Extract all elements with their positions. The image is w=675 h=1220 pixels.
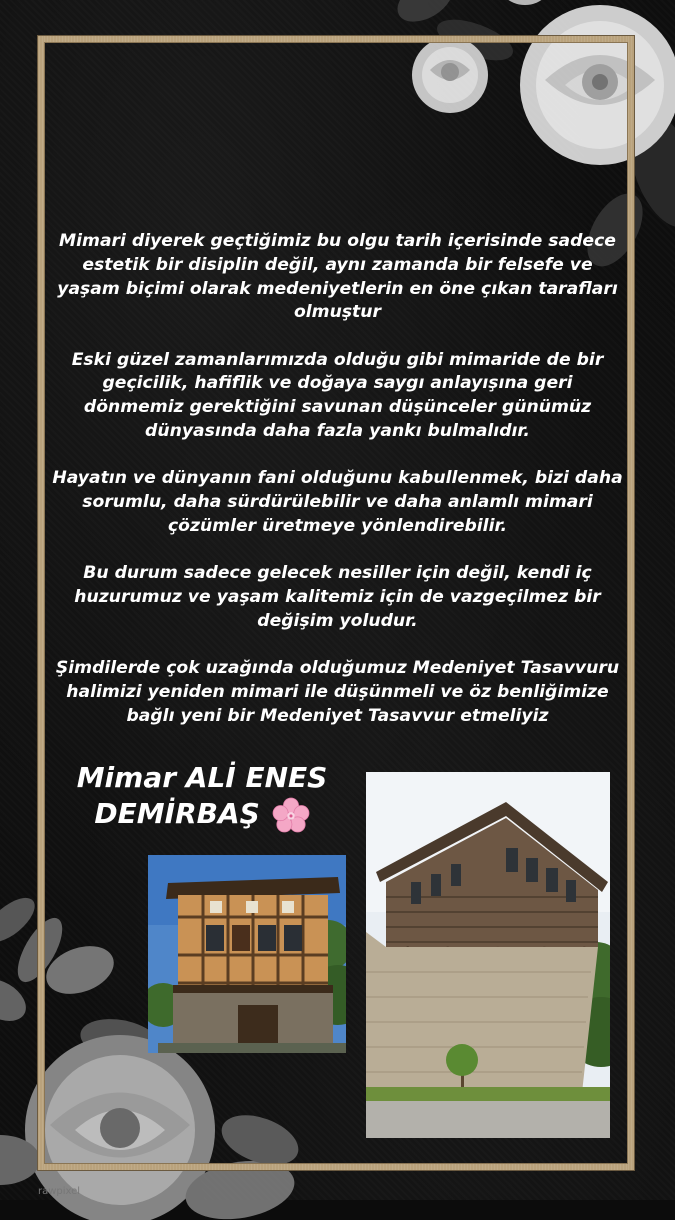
house-photo-ottoman — [366, 772, 610, 1138]
watermark: rawpixel — [38, 1186, 81, 1197]
cherry-blossom-icon — [272, 797, 310, 833]
paragraph-2: Eski güzel zamanlarımızda olduğu gibi mimaride de bir geçicilik, hafiflik ve doğaya saygı anlayışına geri dönmemiz gerektiğini savunan düşünceler günümüz dünyasında daha fazla yankı bulmalıdır. — [71, 349, 604, 442]
paragraph-4: Bu durum sadece gelecek nesiller için değil, kendi iç huzurumuz ve yaşam kalitemiz için de vazgeçilmez bir değişim yoludur. — [74, 563, 601, 631]
main-text — [50, 230, 625, 752]
signature-line-2-wrap — [52, 796, 352, 833]
signature-line-2: DEMİRBAŞ — [94, 797, 260, 830]
author-signature — [52, 760, 352, 833]
signature-line-1: Mimar ALİ ENES — [76, 761, 328, 794]
paragraph-5: Şimdilerde çok uzağında olduğumuz Medeniyet Tasavvuru halimizi yeniden mimari ile düşünmeli ve öz benliğimize bağlı yeni bir Medeniyet Tasavvur etmeliyiz — [55, 658, 620, 726]
paragraph-1: Mimari diyerek geçtiğimiz bu olgu tarih içerisinde sadece estetik bir disiplin değil, aynı zamanda bir felsefe ve yaşam biçimi olarak medeniyetlerin en öne çıkan tarafları olmuştur — [57, 231, 618, 323]
house-photo-timber-frame — [148, 855, 346, 1053]
paragraph-3: Hayatın ve dünyanın fani olduğunu kabullenmek, bizi daha sorumlu, daha sürdürülebilir ve daha anlamlı mimari çözümler üretmeye yönlendirebilir. — [52, 468, 623, 536]
